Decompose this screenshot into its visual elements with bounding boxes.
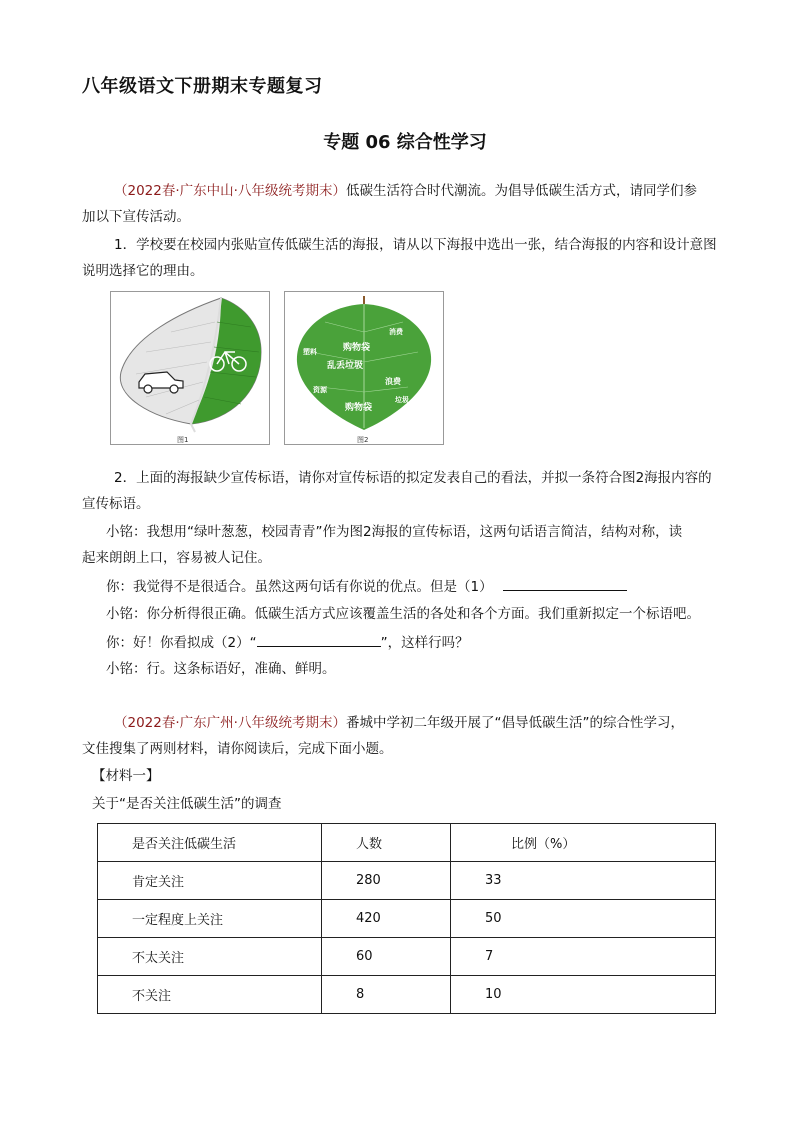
- table-cell: 7: [451, 938, 716, 976]
- q1-source: （2022春·广东中山·八年级统考期末）: [114, 183, 346, 199]
- fig2-word-7: 资源: [313, 386, 327, 394]
- fig1-caption: 图1: [177, 436, 189, 444]
- table-cell: 420: [322, 900, 451, 938]
- dialog-line-2: 起来朗朗上口，容易被人记住。: [82, 550, 271, 566]
- table-cell: 不太关注: [98, 938, 322, 976]
- leaf-word-cloud-illustration: [285, 292, 443, 434]
- dialog-line-3: [106, 576, 627, 597]
- table-cell: 肯定关注: [98, 862, 322, 900]
- q1-item1-line1: 1．学校要在校园内张贴宣传低碳生活的海报，请从以下海报中选出一张，结合海报的内容和设计意图: [114, 237, 717, 253]
- table-cell: 8: [322, 976, 451, 1014]
- q1-item1-line2: 说明选择它的理由。: [82, 263, 204, 279]
- table-caption: 关于“是否关注低碳生活”的调查: [92, 796, 282, 812]
- q1-item2-line1: 2．上面的海报缺少宣传标语，请你对宣传标语的拟定发表自己的看法，并拟一条符合图2海报内容的: [114, 470, 712, 486]
- dialog-line-4: 小铭：你分析得很正确。低碳生活方式应该覆盖生活的各处和各个方面。我们重新拟定一个标语吧。: [106, 606, 700, 622]
- fig2-word-8: 垃圾: [395, 396, 409, 404]
- q2-intro-line1: [114, 713, 684, 733]
- table-header-cell: 是否关注低碳生活: [98, 824, 322, 862]
- fig2-caption: 图2: [357, 436, 369, 444]
- table-row: [98, 900, 716, 938]
- fig2-word-3: 消费: [389, 328, 403, 336]
- q1-intro-line2: 加以下宣传活动。: [82, 209, 190, 225]
- table-cell: 一定程度上关注: [98, 900, 322, 938]
- table-cell: 10: [451, 976, 716, 1014]
- fig2-word-5: 塑料: [303, 348, 317, 356]
- table-cell: 60: [322, 938, 451, 976]
- q1-intro-line1: [114, 181, 697, 201]
- dialog-line-3-text: 你：我觉得不是很适合。虽然这两句话有你说的优点。但是（1）: [106, 579, 493, 595]
- leaf-car-bike-illustration: [111, 292, 269, 434]
- table-row: [98, 862, 716, 900]
- material-label: 【材料一】: [92, 768, 160, 784]
- q2-intro-line2: 文佳搜集了两则材料，请你阅读后，完成下面小题。: [82, 741, 393, 757]
- poster-figure-1: [110, 291, 270, 445]
- dialog-line-5-end: ”，这样行吗？: [380, 635, 469, 651]
- survey-table: [97, 823, 716, 1014]
- table-cell: 50: [451, 900, 716, 938]
- q1-intro-text: 低碳生活符合时代潮流。为倡导低碳生活方式，请同学们参: [345, 183, 697, 199]
- dialog-line-5-text: 你：好！你看拟成（2）“: [106, 635, 257, 651]
- document-title: 八年级语文下册期末专题复习: [82, 76, 323, 97]
- q1-item2-line2: 宣传标语。: [82, 496, 150, 512]
- fig2-word-4: 购物袋: [345, 403, 373, 413]
- q2-source: （2022春·广东广州·八年级统考期末）: [114, 715, 346, 731]
- dialog-line-1: 小铭：我想用“绿叶葱葱，校园青青”作为图2海报的宣传标语，这两句话语言简洁，结构对称，读: [106, 524, 683, 540]
- topic-heading: [0, 128, 794, 154]
- table-header-cell: 比例（%）: [451, 824, 716, 862]
- table-header-cell: 人数: [322, 824, 451, 862]
- table-header-row: [98, 824, 716, 862]
- poster-figure-2: [284, 291, 444, 445]
- fig2-word-6: 浪费: [385, 377, 401, 386]
- table-row: [98, 976, 716, 1014]
- table-cell: 280: [322, 862, 451, 900]
- dialog-line-5: [106, 632, 469, 653]
- fig2-word-2: 乱丢垃圾: [327, 361, 364, 371]
- table-cell: 33: [451, 862, 716, 900]
- table-cell: 不关注: [98, 976, 322, 1014]
- dialog-line-6: 小铭：行。这条标语好，准确、鲜明。: [106, 661, 336, 677]
- q2-intro-text: 番城中学初二年级开展了“倡导低碳生活”的综合性学习，: [345, 715, 684, 731]
- fig2-word-1: 购物袋: [343, 343, 371, 353]
- answer-blank-2[interactable]: [257, 632, 381, 647]
- topic-heading-text: 专题 06 综合性学习: [323, 132, 487, 153]
- answer-blank-1[interactable]: [503, 576, 627, 591]
- table-row: [98, 938, 716, 976]
